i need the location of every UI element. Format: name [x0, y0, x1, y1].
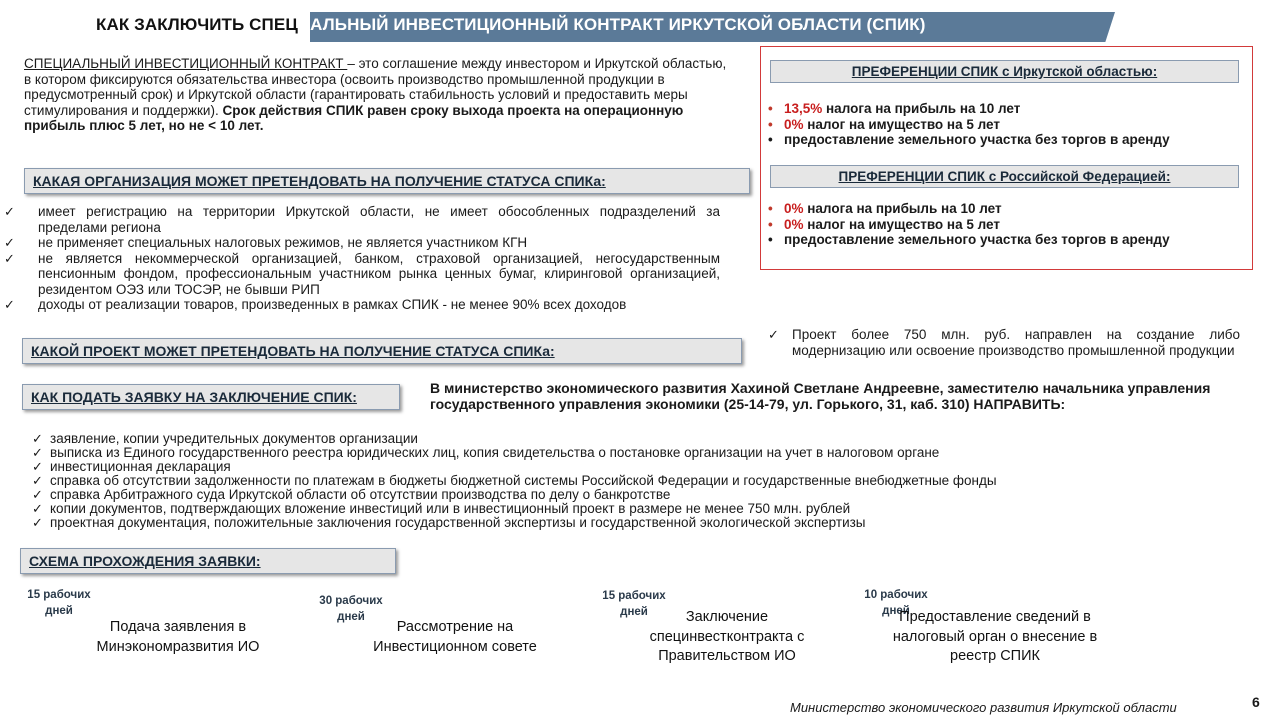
list-item: ✓ выписка из Единого государственного реестра юридических лиц, копия свидетельства о постановке организации на учет в налоговом органе	[32, 445, 940, 460]
list-item: ✓ не применяет специальных налоговых режимов, не является участником КГН	[4, 235, 528, 250]
step-1-label: Подача заявления в Минэкономразвития ИО	[96, 619, 260, 655]
prefs-region-header: ПРЕФЕРЕНЦИИ СПИК с Иркутской областью:	[770, 60, 1239, 83]
list-item: ✓ Проект более 750 млн. руб. направлен на создание либо модернизацию или освоение производство промышленной продукции	[768, 327, 1240, 358]
step-4-label: Предоставление сведений в налоговый орган о внесение в реестр СПИК	[892, 609, 1098, 664]
check-icon: ✓	[4, 250, 15, 266]
step-3-days: 15 рабочих дней	[602, 590, 666, 618]
documents-list	[32, 432, 1252, 530]
list-item: ✓ инвестиционная декларация	[32, 459, 231, 474]
intro-text: – это соглашение между инвестором и Иркутской областью, в котором фиксируются обязательства инвестора (освоить производство промышленной продукции в предусмотренный срок) и Иркутской области (гарантировать стабильность условий и предоставить меры стимулирования и поддержки).	[24, 56, 727, 118]
check-icon: ✓	[4, 204, 15, 219]
project-header: КАКОЙ ПРОЕКТ МОЖЕТ ПРЕТЕНДОВАТЬ НА ПОЛУЧЕНИЕ СТАТУСА СПИКа:	[22, 338, 742, 364]
step-1-days: 15 рабочих дней	[27, 589, 91, 617]
apply-header: КАК ПОДАТЬ ЗАЯВКУ НА ЗАКЛЮЧЕНИЕ СПИК:	[22, 384, 400, 410]
check-icon: ✓	[32, 445, 43, 460]
bullet-icon: •	[768, 132, 773, 147]
list-item: ✓ не является некоммерческой организацией, банком, страховой организацией, негосударственным пенсионным фондом, профессиональным участником рынка ценных бумаг, клиринговой организацией, резидентом ОЭЗ или ТОСЭР, не бывши РИП	[4, 250, 720, 297]
apply-address: В министерство экономического развития Хахиной Светлане Андреевне, заместителю начальника управления государственного управления экономики (25-14-79, ул. Горького, 31, каб. 310) НАПРАВИТЬ:	[430, 380, 1211, 412]
list-item: ✓ копии документов, подтверждающих вложение инвестиций или в инвестиционный проект в размере не менее 750 млн. рублей	[32, 501, 851, 516]
bullet-icon: •	[768, 232, 773, 247]
check-icon: ✓	[768, 327, 779, 342]
org-header: КАКАЯ ОРГАНИЗАЦИЯ МОЖЕТ ПРЕТЕНДОВАТЬ НА ПОЛУЧЕНИЕ СТАТУСА СПИКа:	[24, 168, 750, 194]
list-item: • 0% налог на имущество на 5 лет	[768, 116, 1000, 132]
step-4-days: 10 рабочих дней	[864, 589, 928, 617]
check-icon: ✓	[32, 515, 43, 530]
step-3-label: Заключение специнвестконтракта с Правительством ИО	[649, 609, 805, 664]
bullet-icon: •	[768, 216, 773, 232]
list-item: • 0% налога на прибыль на 10 лет	[768, 201, 1002, 216]
prefs-region-list	[762, 101, 1170, 148]
list-item: ✓ доходы от реализации товаров, произведенных в рамках СПИК - не менее 90% всех доходов	[4, 297, 627, 312]
list-item: ✓ имеет регистрацию на территории Иркутской области, не имеет обособленных подразделений за пределами региона	[4, 204, 720, 235]
check-icon: ✓	[32, 459, 43, 474]
scheme-header: СХЕМА ПРОХОЖДЕНИЯ ЗАЯВКИ:	[20, 548, 396, 574]
list-item: ✓ справка об отсутствии задолженности по платежам в бюджеты бюджетной системы Российской Федерации и государственные внебюджетные фонды	[32, 473, 997, 488]
bullet-icon: •	[768, 101, 773, 116]
check-icon: ✓	[32, 431, 43, 446]
page-number: 6	[1252, 694, 1260, 710]
prefs-federal-list	[762, 201, 1170, 248]
intro-duration: Срок действия СПИК равен сроку выхода проекта на операционную прибыль плюс 5 лет, но не < 10 лет.	[24, 102, 684, 133]
page-title: КАК ЗАКЛЮЧИТЬ СПЕЦИАЛЬНЫЙ ИНВЕСТИЦИОННЫЙ КОНТРАКТ ИРКУТСКОЙ ОБЛАСТИ (СПИК)	[96, 15, 926, 34]
prefs-federal-header: ПРЕФЕРЕНЦИИ СПИК с Российской Федерацией:	[770, 165, 1239, 188]
intro-paragraph	[24, 56, 736, 134]
list-item: ✓ заявление, копии учредительных документов организации	[32, 431, 418, 446]
step-2-days: 30 рабочих дней	[319, 595, 383, 623]
check-icon: ✓	[32, 473, 43, 488]
list-item: • 0% налог на имущество на 5 лет	[768, 216, 1000, 232]
list-item: • предоставление земельного участка без торгов в аренду	[768, 232, 1170, 247]
list-item: • предоставление земельного участка без торгов в аренду	[768, 132, 1170, 147]
bullet-icon: •	[768, 201, 773, 216]
intro-term: СПЕЦИАЛЬНЫЙ ИНВЕСТИЦИОННЫЙ КОНТРАКТ	[24, 56, 348, 71]
list-item: ✓ справка Арбитражного суда Иркутской области об отсутствии производства по делу о банкротстве	[32, 487, 671, 502]
check-icon: ✓	[32, 487, 43, 502]
check-icon: ✓	[4, 297, 15, 312]
footer-ministry: Министерство экономического развития Иркутской области	[790, 700, 1177, 715]
bullet-icon: •	[768, 116, 773, 132]
list-item: ✓ проектная документация, положительные заключения государственной экспертизы и государственной экологической экспертизы	[32, 515, 866, 530]
list-item: • 13,5% налога на прибыль на 10 лет	[768, 101, 1021, 116]
check-icon: ✓	[4, 235, 15, 250]
project-requirements-list	[768, 327, 1240, 358]
step-2-label: Рассмотрение на Инвестиционном совете	[373, 619, 537, 655]
check-icon: ✓	[32, 501, 43, 516]
org-requirements-list	[4, 204, 720, 313]
